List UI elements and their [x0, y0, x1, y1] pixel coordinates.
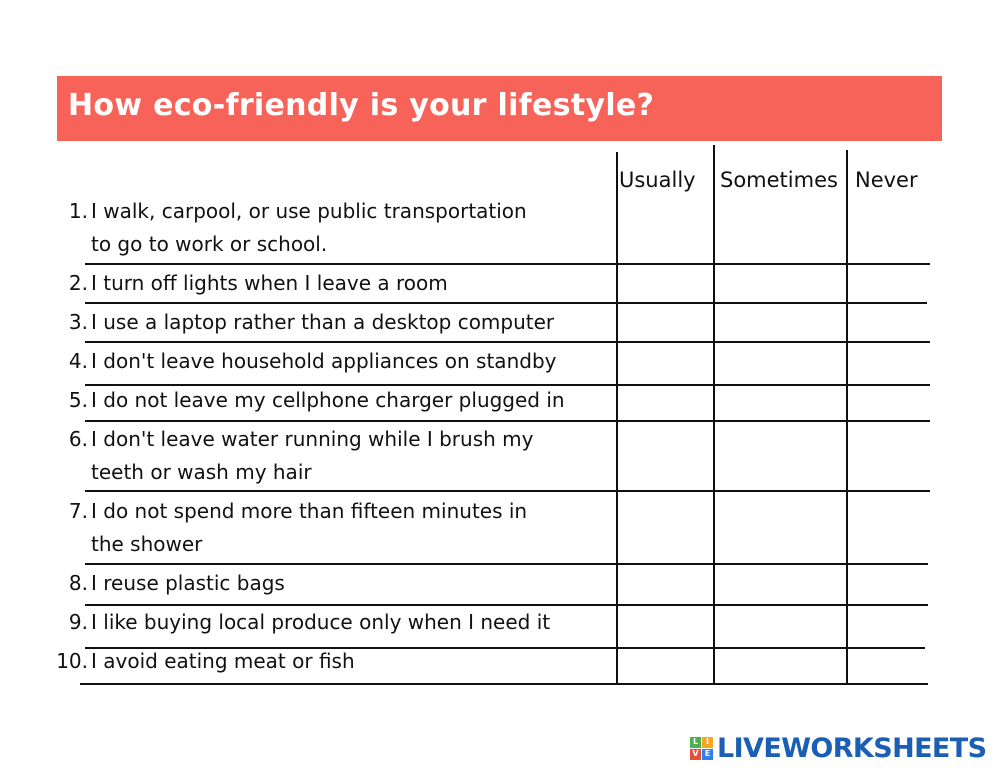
statement-text: I turn off lights when I leave a room [91, 271, 448, 295]
row-number: 3. [68, 310, 88, 334]
statement-text: I like buying local produce only when I need it [91, 610, 551, 634]
row-divider [85, 384, 930, 386]
row-number: 1. [68, 199, 88, 223]
statement-text: I don't leave water running while I brush my [91, 427, 534, 451]
row-number: 4. [68, 349, 88, 373]
column-header-usually: Usually [619, 168, 696, 192]
statement-text: I do not leave my cellphone charger plugged in [91, 388, 565, 412]
row-divider [85, 563, 928, 565]
logo-letter: E [702, 749, 713, 760]
row-divider [85, 420, 930, 422]
row-divider [85, 490, 930, 492]
row-number: 10. [56, 649, 88, 673]
page-title: How eco-friendly is your lifestyle? [68, 88, 655, 123]
logo-letter: I [702, 737, 713, 748]
statement-text: I do not spend more than fifteen minutes in [91, 499, 528, 523]
statement-text: I use a laptop rather than a desktop computer [91, 310, 555, 334]
row-divider [80, 683, 928, 685]
column-header-sometimes: Sometimes [720, 168, 838, 192]
logo-letter: V [690, 749, 701, 760]
brand-logo [690, 731, 986, 765]
statement-text: I don't leave household appliances on standby [91, 349, 557, 373]
row-divider [85, 302, 927, 304]
logo-letter: L [690, 737, 701, 748]
row-divider [85, 604, 928, 606]
statement-text: teeth or wash my hair [91, 460, 312, 484]
statement-text: the shower [91, 532, 203, 556]
row-number: 8. [68, 571, 88, 595]
row-divider [85, 341, 930, 343]
row-number: 7. [68, 499, 88, 523]
statement-text: I walk, carpool, or use public transportation [91, 199, 527, 223]
row-number: 5. [68, 388, 88, 412]
statement-text: I reuse plastic bags [91, 571, 285, 595]
row-divider [85, 263, 930, 265]
brand-name: LIVEWORKSHEETS [717, 732, 987, 764]
row-number: 9. [68, 610, 88, 634]
column-header-never: Never [855, 168, 918, 192]
statement-text: I avoid eating meat or fish [91, 649, 355, 673]
title-bar [57, 76, 942, 141]
statement-text: to go to work or school. [91, 232, 328, 256]
row-divider [85, 647, 925, 649]
row-number: 2. [68, 271, 88, 295]
liveworksheets-logo-icon [690, 737, 713, 760]
row-number: 6. [68, 427, 88, 451]
